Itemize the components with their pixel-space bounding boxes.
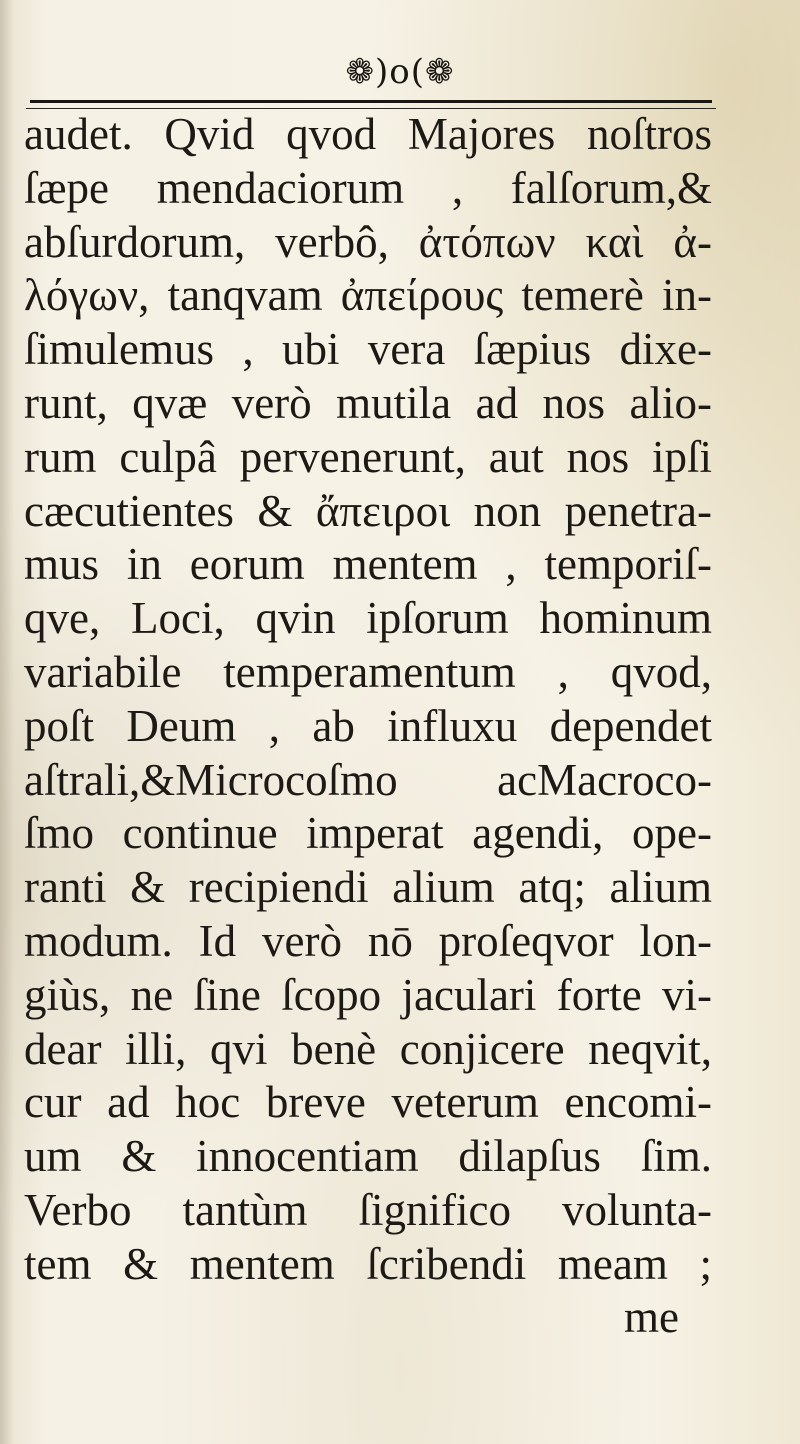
text-line: ſæpe mendaciorum , falſorum,&: [24, 162, 712, 213]
text-line: ſmo continue imperat agendi, ope-: [24, 808, 712, 859]
text-line: um & innocentiam dilapſus ſim.: [24, 1131, 712, 1182]
catchword: me: [624, 1292, 679, 1342]
text-line: rum culpâ pervenerunt, aut nos ipſi: [24, 431, 712, 482]
body-text: [24, 108, 724, 1292]
text-line: cur ad hoc breve veterum encomi-: [24, 1077, 712, 1128]
text-line: runt, qvæ verò mutila ad nos alio-: [24, 377, 712, 428]
text-line: variabile temperamentum , qvod,: [24, 646, 712, 697]
text-line: ranti & recipiendi alium atq; alium: [24, 862, 712, 913]
text-line: aſtrali,&Microcoſmo acMacroco-: [24, 754, 712, 805]
text-line: modum. Id verò nō proſeqvor lon-: [24, 915, 712, 966]
binding-shadow: [0, 0, 14, 1444]
head-rule-thick: [30, 100, 712, 103]
text-line: mus in eorum mentem , temporiſ-: [24, 539, 712, 590]
text-line: qve, Loci, qvin ipſorum hominum: [24, 593, 712, 644]
text-line: λόγων, tanqvam ἀπείρους temerè in-: [24, 270, 712, 321]
text-line: giùs, ne ſine ſcopo jaculari forte vi-: [24, 969, 712, 1020]
text-line: abſurdorum, verbô, ἀτόπων καὶ ἀ-: [24, 216, 712, 267]
text-line: cæcutientes & ἄπειροι non penetra-: [24, 485, 712, 536]
text-line: poſt Deum , ab influxu dependet: [24, 700, 712, 751]
text-line: ſimulemus , ubi vera ſæpius dixe-: [24, 324, 712, 375]
text-line: dear illi, qvi benè conjicere neqvit,: [24, 1023, 712, 1074]
text-line: Verbo tantùm ſignifico volunta-: [24, 1184, 712, 1235]
text-line: tem & mentem ſcribendi meam ;: [24, 1238, 712, 1289]
ornamental-headpiece: ❁)o(❁: [345, 52, 455, 92]
text-line: audet. Qvid qvod Majores noſtros: [24, 109, 712, 159]
